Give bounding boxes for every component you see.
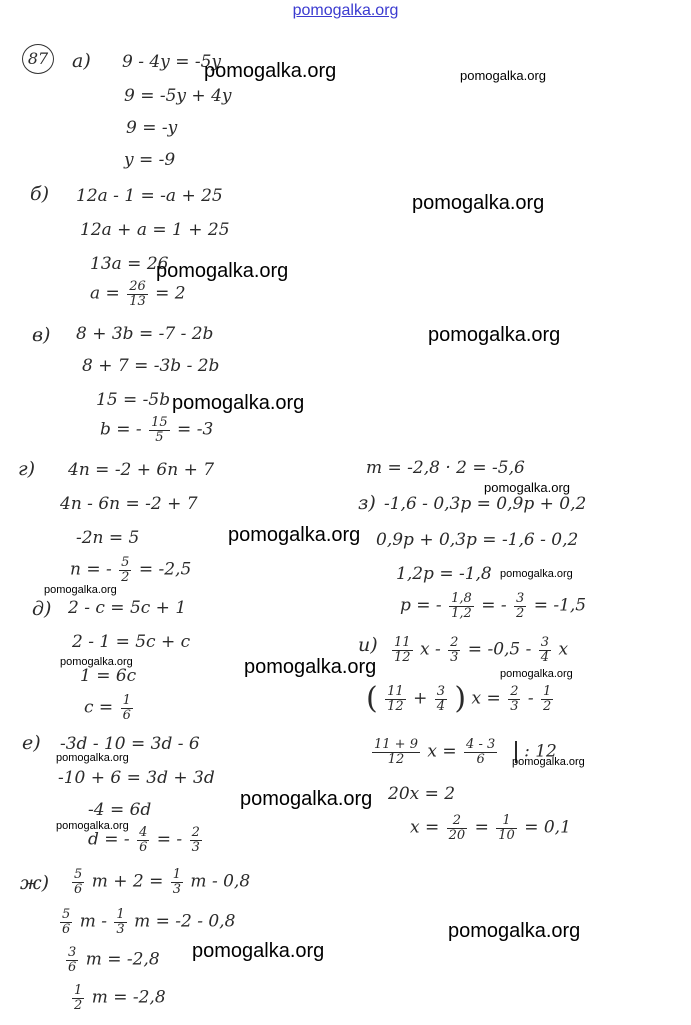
part-a-line1: 9 - 4y = -5y: [122, 52, 222, 72]
watermark: pomogalka.org: [192, 940, 325, 962]
fraction-numerator: 11 + 9: [374, 737, 418, 752]
part-z-line3: 1,2p = -1,8: [396, 564, 492, 584]
watermark: pomogalka.org: [156, 260, 289, 282]
part-i-line1: [390, 636, 568, 664]
watermark: pomogalka.org: [244, 656, 377, 678]
fraction-denominator: 6: [122, 707, 131, 723]
part-d-line1: 2 - c = 5c + 1: [68, 598, 187, 618]
fraction-denominator: 12: [387, 698, 404, 714]
fraction: [372, 738, 420, 766]
fraction-numerator: 1: [116, 907, 125, 922]
watermark: pomogalka.org: [500, 668, 573, 680]
part-e-line3: -4 = 6d: [88, 800, 152, 820]
watermark: pomogalka.org: [228, 524, 361, 546]
expr-text: -: [527, 688, 534, 709]
part-g-line4-lhs: n = -: [70, 559, 112, 580]
part-g-line4-result: = -2,5: [138, 559, 192, 580]
fraction-numerator: 5: [121, 555, 130, 570]
expr-text: m - 0,8: [190, 871, 251, 892]
fraction-numerator: 3: [68, 945, 77, 960]
expr-text: m = -2,8: [91, 987, 166, 1008]
expr-text: x: [558, 639, 569, 660]
part-b-line4-result: = 2: [155, 283, 186, 304]
fraction: [72, 984, 84, 1012]
watermark: pomogalka.org: [484, 480, 570, 495]
part-a-label: а): [72, 50, 91, 72]
fraction-denominator: 6: [68, 959, 77, 975]
fraction-numerator: 2: [191, 825, 200, 840]
part-b-line2: 12a + a = 1 + 25: [80, 220, 230, 240]
expr-text: m -: [79, 911, 107, 932]
fraction-numerator: 4 - 3: [466, 737, 496, 752]
fraction-denominator: 13: [129, 293, 146, 309]
fraction: [539, 636, 551, 664]
part-z-line1: -1,6 - 0,3p = 0,9p + 0,2: [384, 494, 587, 514]
part-v-label: в): [32, 324, 51, 346]
part-a-line3: 9 = -y: [126, 118, 178, 138]
paren-open: (: [366, 681, 378, 716]
fraction-denominator: 6: [62, 921, 71, 937]
fraction-numerator: 15: [151, 415, 168, 430]
fraction-numerator: 1: [122, 693, 131, 708]
fraction: [448, 636, 460, 664]
fraction: [496, 814, 517, 842]
part-d-line2: 2 - 1 = 5c + c: [72, 632, 191, 652]
part-e-line1: -3d - 10 = 3d - 6: [60, 734, 200, 754]
part-z-line2: 0,9p + 0,3p = -1,6 - 0,2: [376, 530, 579, 550]
part-d-line4: [84, 694, 135, 722]
watermark: pomogalka.org: [412, 192, 545, 214]
fraction-numerator: 4: [139, 825, 148, 840]
part-e-line4-lhs: d = -: [88, 829, 130, 850]
part-e-line4-mid: = -: [156, 829, 183, 850]
part-b-line3: 13a = 26: [90, 254, 169, 274]
fraction-numerator: 1: [543, 683, 552, 699]
fraction: [514, 592, 526, 620]
part-i-line4: 20x = 2: [388, 784, 456, 804]
fraction-numerator: 11: [387, 683, 404, 699]
part-b-line4-lhs: a =: [90, 283, 120, 304]
fraction-denominator: 2: [516, 605, 525, 621]
fraction-numerator: 1: [172, 867, 182, 882]
fraction: [60, 908, 72, 936]
part-b-label: б): [30, 183, 50, 205]
problem-number: 87: [22, 44, 54, 74]
site-header-link[interactable]: pomogalka.org: [292, 2, 399, 19]
part-g-label: г): [18, 458, 36, 480]
fraction-numerator: 3: [540, 635, 550, 650]
fraction: [392, 636, 413, 664]
part-v-line4-lhs: b = -: [100, 419, 142, 440]
part-g-line2: 4n - 6n = -2 + 7: [60, 494, 198, 514]
fraction-denominator: 2: [121, 569, 130, 585]
watermark: pomogalka.org: [204, 60, 337, 82]
fraction: [449, 592, 474, 620]
expr-text: = 0,1: [524, 817, 571, 838]
fraction-denominator: 12: [387, 751, 405, 767]
fraction-denominator: 2: [543, 698, 552, 714]
part-v-line2: 8 + 7 = -3b - 2b: [82, 356, 220, 376]
watermark: pomogalka.org: [60, 656, 133, 668]
part-g-line1: 4n = -2 + 6n + 7: [68, 460, 215, 480]
part-b-line4: [90, 280, 186, 308]
part-e-label: е): [22, 732, 41, 754]
expr-text: x =: [427, 741, 457, 762]
fraction-numerator: 2: [447, 814, 468, 829]
fraction-denominator: 6: [74, 881, 83, 897]
watermark: pomogalka.org: [428, 324, 561, 346]
watermark: pomogalka.org: [500, 568, 573, 580]
expr-text: x =: [471, 688, 501, 709]
expr-text: =: [474, 817, 489, 838]
part-zh-line3: [64, 946, 160, 974]
fraction: [114, 908, 126, 936]
fraction-denominator: 6: [476, 751, 485, 767]
fraction-denominator: 1,2: [451, 605, 472, 621]
part-v-line4-result: = -3: [177, 419, 214, 440]
fraction-denominator: 3: [450, 649, 459, 665]
fraction: [119, 556, 131, 584]
expr-text: m + 2 =: [91, 871, 164, 892]
fraction: [171, 868, 183, 896]
watermark: pomogalka.org: [44, 584, 117, 596]
part-z-label: з): [358, 492, 376, 514]
fraction: [72, 868, 84, 896]
fraction-denominator: 3: [116, 921, 125, 937]
expr-text: m = -2 - 0,8: [134, 911, 236, 932]
part-v-line1: 8 + 3b = -7 - 2b: [76, 324, 214, 344]
fraction: [464, 738, 497, 766]
fraction: [127, 280, 148, 308]
paren-close: ): [454, 681, 467, 716]
part-v-line4: [100, 416, 213, 444]
fraction-numerator: 11: [394, 635, 411, 650]
expr-text: +: [413, 688, 428, 709]
watermark: pomogalka.org: [56, 820, 129, 832]
part-z-line4: [400, 592, 586, 620]
fraction-denominator: 12: [394, 649, 411, 665]
fraction: [435, 685, 447, 713]
expr-text: = -0,5 -: [467, 639, 532, 660]
expr-text: x -: [419, 639, 441, 660]
fraction-denominator: 6: [139, 839, 148, 855]
expr-text: : 12: [524, 741, 557, 762]
part-zh-line4: [70, 984, 166, 1012]
fraction-denominator: 20: [448, 827, 466, 843]
watermark: pomogalka.org: [56, 752, 129, 764]
part-z-line4-mid: = -: [481, 595, 507, 616]
fraction-numerator: 3: [436, 683, 446, 699]
part-g-line3: -2n = 5: [76, 528, 140, 548]
fraction: [447, 814, 468, 842]
watermark: pomogalka.org: [460, 68, 546, 83]
fraction-numerator: 1: [74, 983, 83, 998]
fraction: [385, 685, 406, 713]
part-e-line2: -10 + 6 = 3d + 3d: [58, 768, 215, 788]
fraction: [541, 685, 553, 713]
fraction-denominator: 3: [191, 839, 200, 855]
watermark: pomogalka.org: [240, 788, 373, 810]
fraction-denominator: 4: [540, 649, 550, 665]
part-a-line2: 9 = -5y + 4y: [124, 86, 232, 106]
part-i-label: и): [358, 634, 378, 656]
part-d-line3: 1 = 6c: [80, 666, 137, 686]
fraction: [149, 416, 170, 444]
fraction-numerator: 5: [62, 907, 71, 922]
part-zh-label: ж): [20, 872, 50, 894]
part-z-line4-lhs: p = -: [400, 595, 442, 616]
fraction-denominator: 5: [155, 429, 164, 445]
fraction: [137, 826, 149, 854]
fraction-numerator: 5: [74, 867, 83, 882]
expr-text: m = -2,8: [85, 949, 160, 970]
fraction-denominator: 3: [510, 698, 519, 714]
fraction-denominator: 3: [172, 881, 182, 897]
fraction-numerator: 1,8: [451, 591, 472, 606]
part-zh-line5: m = -2,8 · 2 = -5,6: [366, 458, 525, 478]
part-i-line2: [366, 681, 555, 716]
fraction-denominator: 4: [436, 698, 446, 714]
part-zh-line1: [70, 868, 250, 896]
watermark: pomogalka.org: [172, 392, 305, 414]
watermark: pomogalka.org: [448, 920, 581, 942]
fraction: [66, 946, 78, 974]
part-z-line4-result: = -1,5: [533, 595, 587, 616]
fraction-numerator: 3: [516, 591, 525, 606]
fraction-numerator: 26: [129, 279, 146, 294]
expr-text: x =: [410, 817, 440, 838]
fraction-numerator: 2: [450, 635, 459, 650]
part-d-label: д): [32, 598, 52, 620]
part-b-line1: 12a - 1 = -a + 25: [76, 186, 223, 206]
fraction: [121, 694, 133, 722]
part-i-line5: [410, 814, 571, 842]
fraction: [508, 685, 520, 713]
fraction: [190, 826, 202, 854]
part-d-line4-lhs: c =: [84, 697, 114, 718]
part-zh-line2: [58, 908, 235, 936]
fraction-numerator: 2: [510, 683, 519, 699]
part-v-line3: 15 = -5b: [96, 390, 171, 410]
fraction-denominator: 10: [498, 827, 515, 843]
part-g-line4: [70, 556, 191, 584]
watermark: pomogalka.org: [512, 756, 585, 768]
fraction-numerator: 1: [496, 814, 517, 829]
fraction-denominator: 2: [74, 997, 83, 1013]
part-a-line4: y = -9: [124, 150, 176, 170]
